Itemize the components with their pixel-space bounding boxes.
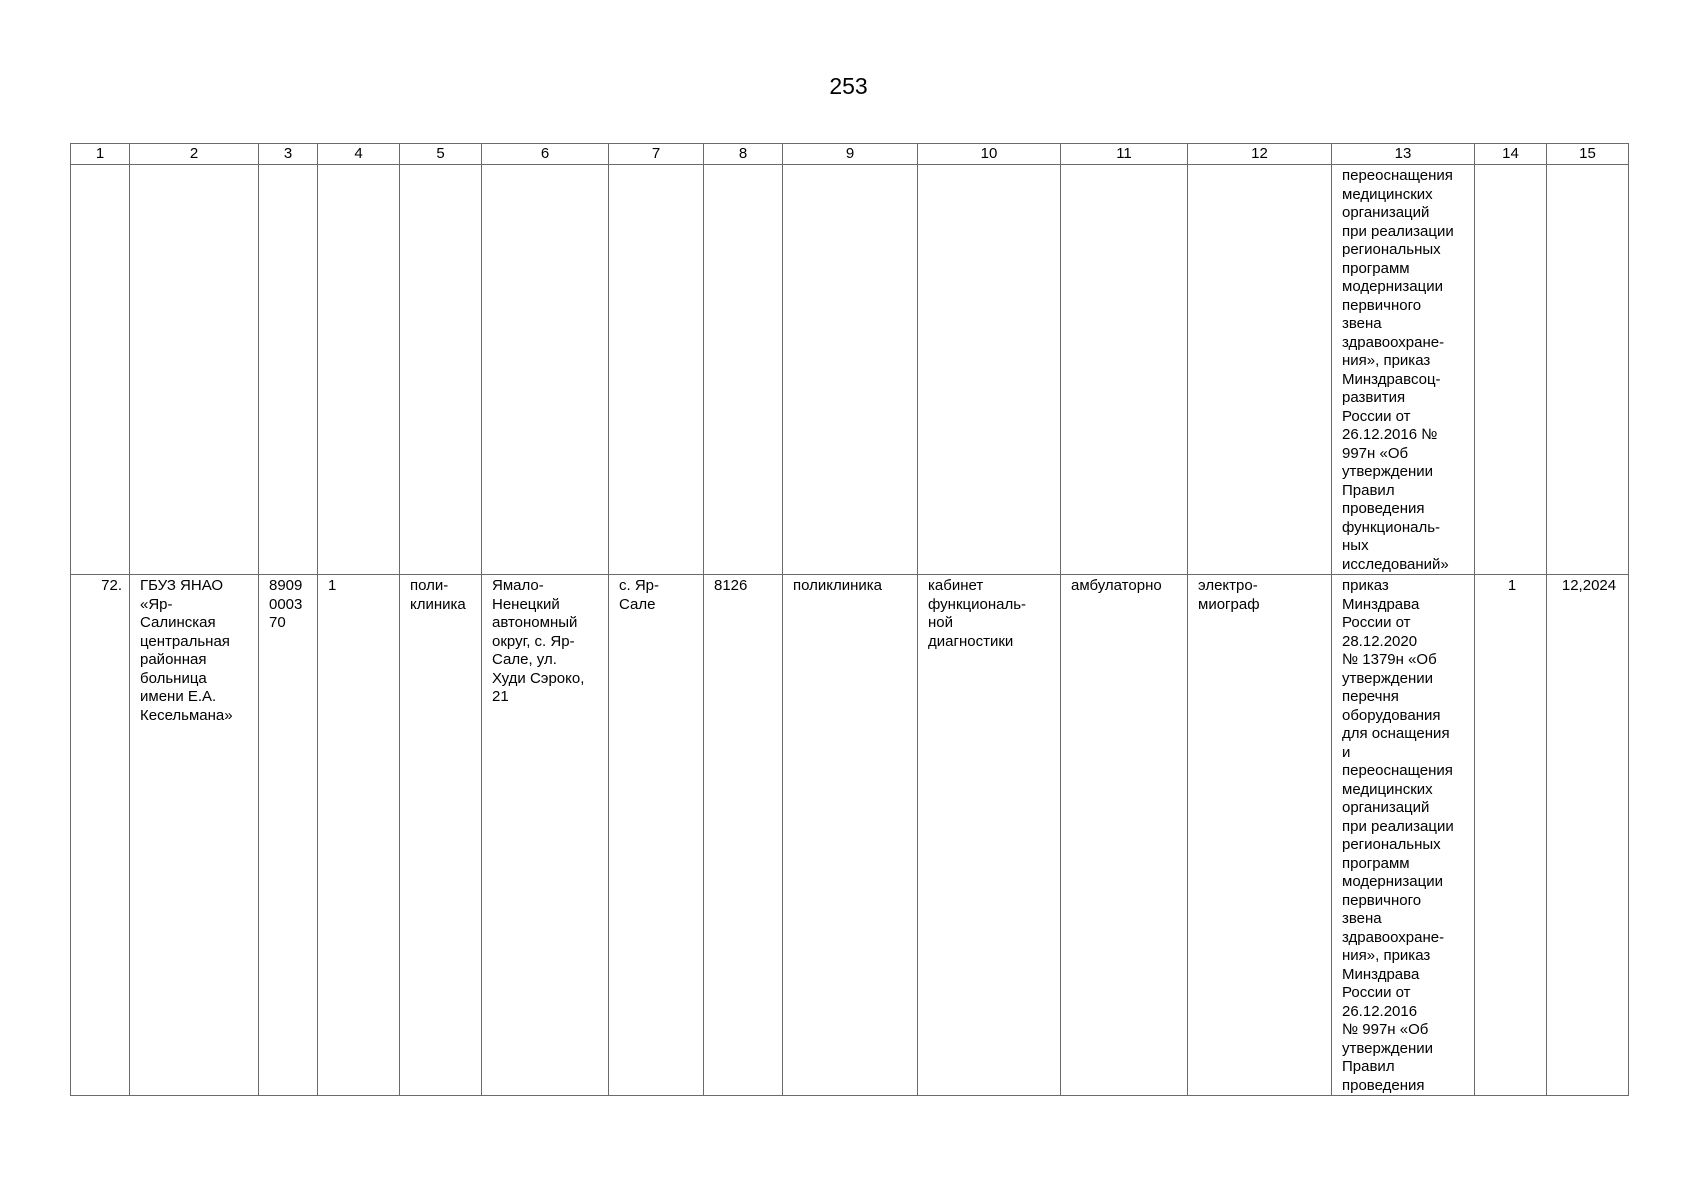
- organization-name: [130, 575, 259, 1096]
- text-line: переоснащения: [1342, 167, 1453, 184]
- column-header: 9: [783, 144, 918, 165]
- text-line: Правил: [1342, 1058, 1395, 1075]
- column-header: 5: [400, 144, 482, 165]
- text-line: России от: [1342, 614, 1411, 631]
- text-line: Правил: [1342, 481, 1395, 499]
- text-line: утверждении: [1342, 463, 1434, 480]
- text-line: Минздрава: [1342, 595, 1420, 613]
- column-header: 6: [482, 144, 609, 165]
- column-header: 7: [609, 144, 704, 165]
- equipment-name: [1188, 575, 1332, 1096]
- unit-type: поликлиника: [783, 575, 918, 1096]
- column-header: 4: [318, 144, 400, 165]
- legal-basis-continuation: [1332, 165, 1475, 575]
- text-line: электро-: [1198, 577, 1258, 594]
- text-line: поли-: [410, 577, 449, 594]
- text-line: здравоохране-: [1342, 928, 1445, 946]
- text-line: Сале: [619, 595, 656, 613]
- column-header: 10: [918, 144, 1061, 165]
- table-header-row: [71, 144, 1629, 165]
- text-line: Кесельмана»: [140, 706, 233, 724]
- text-line: утверждении: [1342, 1039, 1434, 1057]
- department: [918, 575, 1061, 1096]
- text-line: утверждении: [1342, 669, 1434, 687]
- table-row-continuation: [71, 165, 1629, 575]
- text-line: Минздравсоц-: [1342, 370, 1441, 388]
- text-line: проведения: [1342, 500, 1425, 517]
- text-line: округ, с. Яр-: [492, 632, 575, 650]
- text-line: 997н «Об: [1342, 444, 1409, 462]
- text-line: исследований»: [1342, 555, 1449, 573]
- text-line: здравоохране-: [1342, 333, 1445, 351]
- text-line: больница: [140, 669, 207, 687]
- column-4-value: 1: [318, 575, 400, 1096]
- facility-type: [400, 575, 482, 1096]
- column-header: 8: [704, 144, 783, 165]
- text-line: при реализации: [1342, 817, 1454, 835]
- text-line: первичного: [1342, 891, 1422, 909]
- text-line: с. Яр-: [619, 577, 660, 594]
- text-line: Ненецкий: [492, 595, 560, 613]
- text-line: «Яр-: [140, 595, 173, 613]
- text-line: для оснащения: [1342, 725, 1450, 742]
- column-header: 13: [1332, 144, 1475, 165]
- text-line: звена: [1342, 910, 1382, 927]
- text-line: функциональ-: [928, 595, 1027, 613]
- text-line: ния», приказ: [1342, 947, 1431, 964]
- text-line: функциональ-: [1342, 518, 1441, 536]
- address: [482, 575, 609, 1096]
- text-line: при реализации: [1342, 222, 1454, 240]
- text-line: автономный: [492, 614, 578, 631]
- text-line: 26.12.2016 №: [1342, 426, 1438, 443]
- text-line: перечня: [1342, 688, 1399, 705]
- date-value: 12,2024: [1547, 575, 1629, 1096]
- text-line: ных: [1342, 537, 1369, 554]
- text-line: звена: [1342, 315, 1382, 332]
- text-line: ной: [928, 614, 954, 631]
- text-line: модернизации: [1342, 278, 1443, 295]
- text-line: медицинских: [1342, 185, 1433, 203]
- column-header: 12: [1188, 144, 1332, 165]
- column-header: 14: [1475, 144, 1547, 165]
- text-line: 26.12.2016: [1342, 1002, 1418, 1020]
- equipment-table: [70, 143, 1629, 1096]
- text-line: центральная: [140, 632, 230, 650]
- legal-basis: [1332, 575, 1475, 1096]
- text-line: миограф: [1198, 595, 1260, 613]
- care-mode: амбулаторно: [1061, 575, 1188, 1096]
- text-line: ния», приказ: [1342, 352, 1431, 369]
- column-header: 1: [71, 144, 130, 165]
- text-line: 70: [269, 614, 286, 631]
- text-line: первичного: [1342, 296, 1422, 314]
- text-line: модернизации: [1342, 873, 1443, 890]
- text-line: региональных: [1342, 241, 1441, 258]
- text-line: кабинет: [928, 577, 984, 594]
- settlement: [609, 575, 704, 1096]
- text-line: имени Е.А.: [140, 688, 217, 705]
- column-header: 15: [1547, 144, 1629, 165]
- text-line: 28.12.2020: [1342, 632, 1418, 650]
- code-value: 8126: [704, 575, 783, 1096]
- text-line: приказ: [1342, 577, 1389, 594]
- text-line: № 1379н «Об: [1342, 651, 1437, 668]
- text-line: организаций: [1342, 799, 1430, 816]
- text-line: клиника: [410, 595, 466, 613]
- text-line: переоснащения: [1342, 762, 1453, 779]
- text-line: ГБУЗ ЯНАО: [140, 577, 224, 594]
- column-header: 2: [130, 144, 259, 165]
- row-number: 72.: [71, 575, 130, 1096]
- text-line: Худи Сэроко,: [492, 669, 585, 687]
- text-line: программ: [1342, 854, 1410, 872]
- text-line: программ: [1342, 259, 1410, 277]
- text-line: районная: [140, 651, 207, 668]
- text-line: Ямало-: [492, 577, 544, 594]
- table-row: [71, 575, 1629, 1096]
- column-header: 11: [1061, 144, 1188, 165]
- text-line: оборудования: [1342, 706, 1441, 724]
- text-line: организаций: [1342, 204, 1430, 221]
- text-line: Минздрава: [1342, 965, 1420, 983]
- text-line: России от: [1342, 407, 1411, 425]
- text-line: 21: [492, 688, 509, 705]
- quantity: 1: [1475, 575, 1547, 1096]
- text-line: медицинских: [1342, 780, 1433, 798]
- text-line: и: [1342, 743, 1351, 761]
- text-line: № 997н «Об: [1342, 1021, 1429, 1038]
- text-line: региональных: [1342, 836, 1441, 853]
- page-number: 253: [829, 73, 868, 99]
- column-header: 3: [259, 144, 318, 165]
- text-line: 0003: [269, 595, 303, 613]
- text-line: диагностики: [928, 632, 1014, 650]
- text-line: проведения: [1342, 1076, 1425, 1094]
- text-line: Салинская: [140, 614, 216, 631]
- inn-code: [259, 575, 318, 1096]
- text-line: развития: [1342, 389, 1406, 406]
- text-line: России от: [1342, 984, 1411, 1001]
- text-line: Сале, ул.: [492, 651, 557, 668]
- text-line: 8909: [269, 577, 303, 594]
